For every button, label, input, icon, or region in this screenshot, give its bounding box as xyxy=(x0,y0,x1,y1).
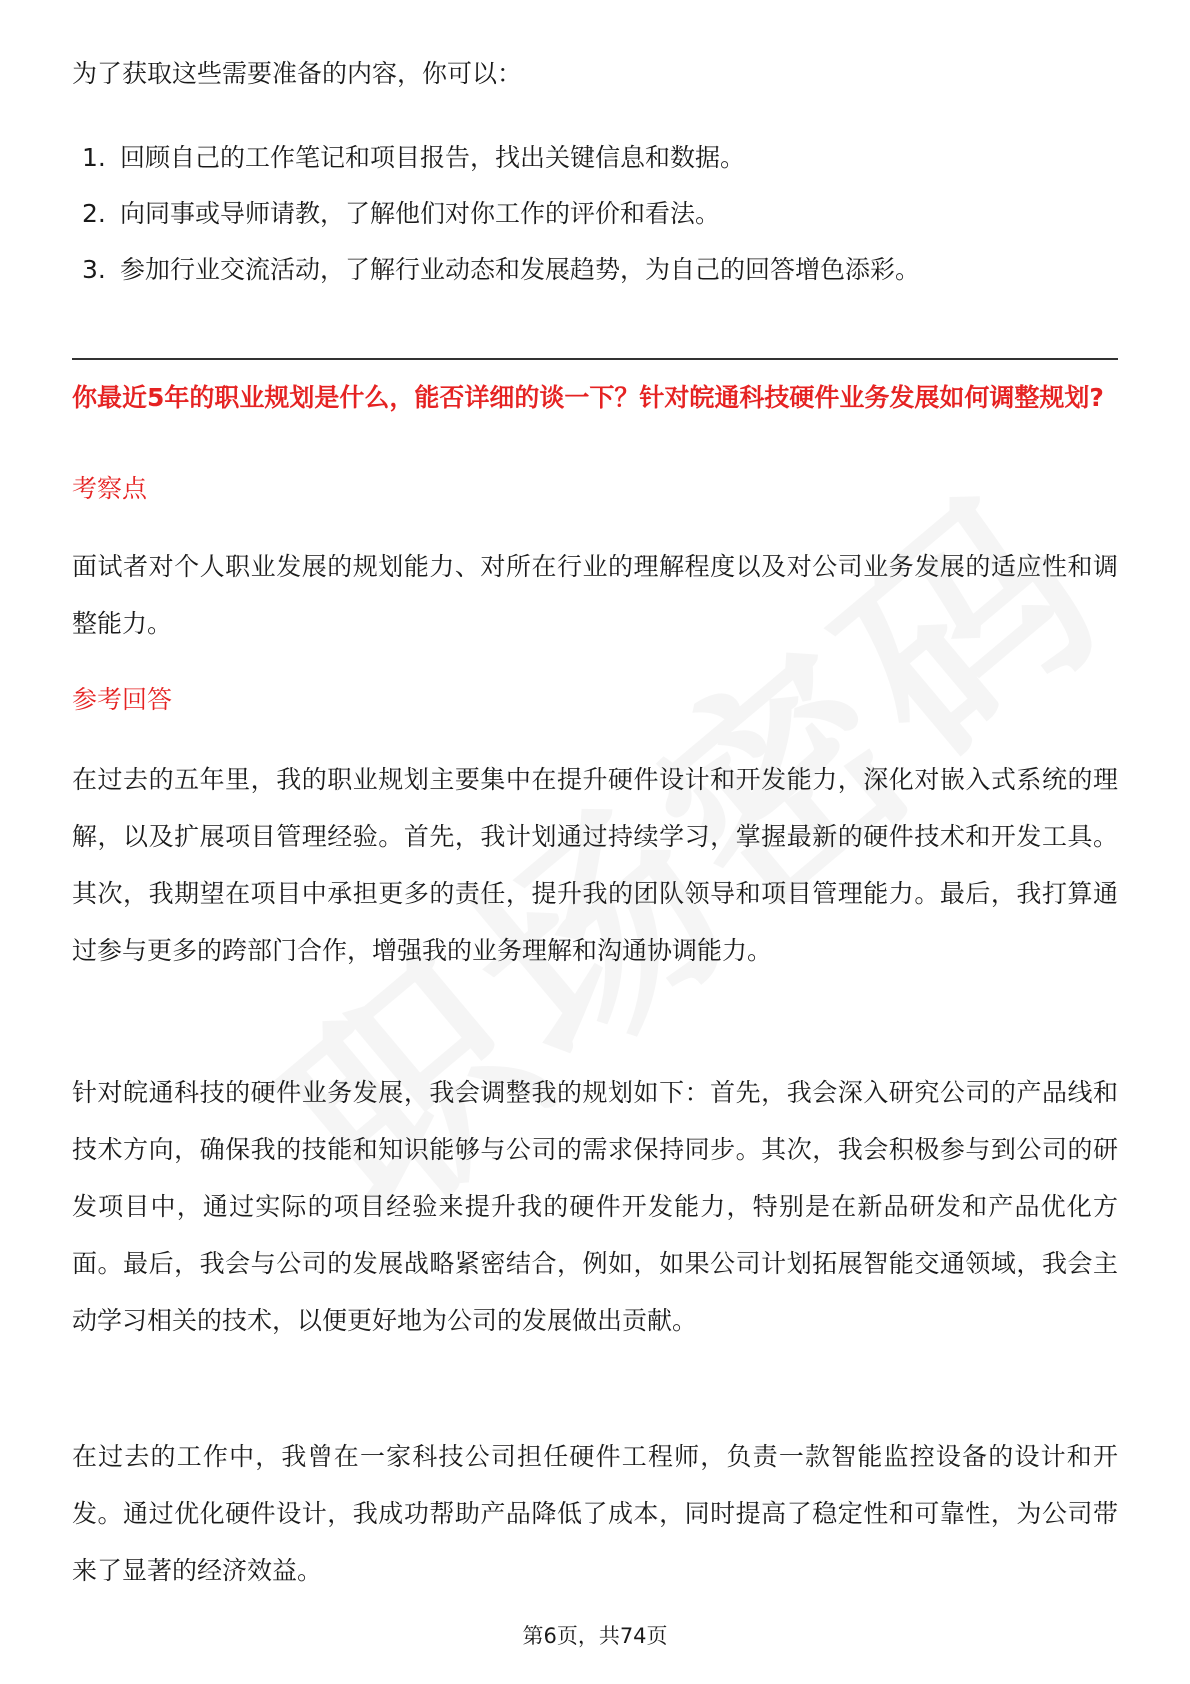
list-item-text: 参加行业交流活动，了解行业动态和发展趋势，为自己的回答增色添彩。 xyxy=(120,255,921,284)
answer-label: 参考回答 xyxy=(72,685,173,714)
question-heading: 你最近5年的职业规划是什么，能否详细的谈一下？针对皖通科技硬件业务发展如何调整规划? xyxy=(72,383,1104,412)
intro-text: 为了获取这些需要准备的内容，你可以： xyxy=(72,59,523,88)
list-item xyxy=(82,194,920,250)
list-item-number: 2. xyxy=(82,199,106,228)
list-item xyxy=(82,250,920,306)
list-item-number: 3. xyxy=(82,255,106,284)
list-item xyxy=(82,138,920,194)
focus-text: 面试者对个人职业发展的规划能力、对所在行业的理解程度以及对公司业务发展的适应性和调整能力。 xyxy=(72,552,1118,638)
list-item-text: 向同事或导师请教，了解他们对你工作的评价和看法。 xyxy=(120,199,721,228)
steps-list xyxy=(82,138,920,306)
page-number: 第6页，共74页 xyxy=(522,1624,668,1648)
answer-paragraph: 在过去的五年里，我的职业规划主要集中在提升硬件设计和开发能力，深化对嵌入式系统的理解，以及扩展项目管理经验。首先，我计划通过持续学习，掌握最新的硬件技术和开发工具。其次，我期望在项目中承担更多的责任，提升我的团队领导和项目管理能力。最后，我打算通过参与更多的跨部门合作，增强我的业务理解和沟通协调能力。 xyxy=(72,765,1118,965)
focus-label: 考察点 xyxy=(72,474,148,503)
list-item-number: 1. xyxy=(82,143,106,172)
answer-paragraph: 在过去的工作中，我曾在一家科技公司担任硬件工程师，负责一款智能监控设备的设计和开发。通过优化硬件设计，我成功帮助产品降低了成本，同时提高了稳定性和可靠性，为公司带来了显著的经济效益。 xyxy=(72,1442,1118,1585)
section-divider xyxy=(72,358,1118,360)
answer-paragraph: 针对皖通科技的硬件业务发展，我会调整我的规划如下：首先，我会深入研究公司的产品线和技术方向，确保我的技能和知识能够与公司的需求保持同步。其次，我会积极参与到公司的研发项目中，通过实际的项目经验来提升我的硬件开发能力，特别是在新品研发和产品优化方面。最后，我会与公司的发展战略紧密结合，例如，如果公司计划拓展智能交通领域，我会主动学习相关的技术，以便更好地为公司的发展做出贡献。 xyxy=(72,1078,1118,1335)
list-item-text: 回顾自己的工作笔记和项目报告，找出关键信息和数据。 xyxy=(120,143,746,172)
